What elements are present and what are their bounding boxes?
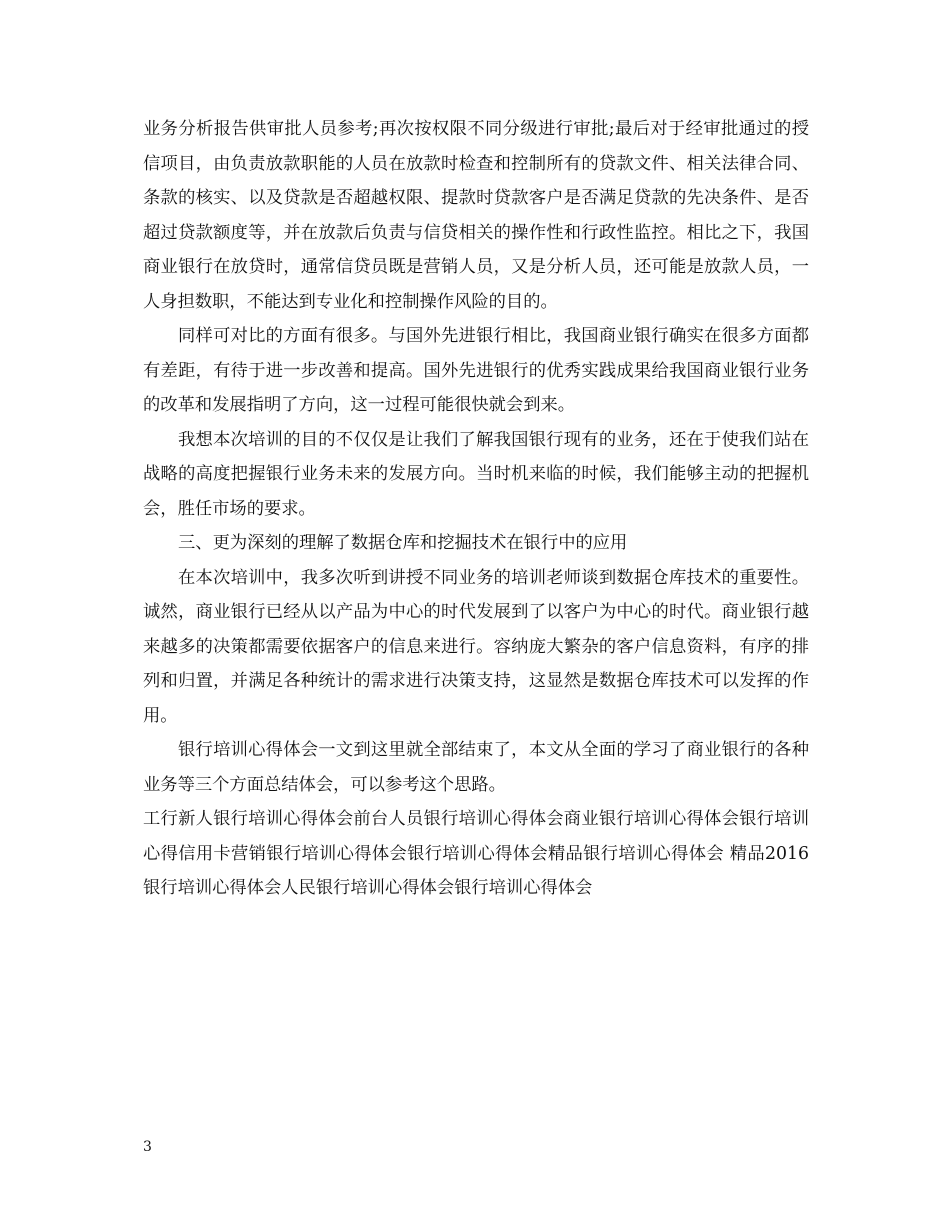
document-body [143,112,809,906]
paragraph-related-links: 工行新人银行培训心得体会前台人员银行培训心得体会商业银行培训心得体会银行培训心得信用卡营销银行培训心得体会银行培训心得体会精品银行培训心得体会 精品2016银行培训心得体会人民银行培训心得体会银行培训心得体会 [143,809,809,898]
paragraph-conclusion: 银行培训心得体会一文到这里就全部结束了，本文从全面的学习了商业银行的各种业务等三个方面总结体会，可以参考这个思路。 [143,740,809,795]
paragraph-training-purpose: 我想本次培训的目的不仅仅是让我们了解我国银行现有的业务，还在于使我们站在战略的高度把握银行业务未来的发展方向。当时机来临的时候，我们能够主动的把握机会，胜任市场的要求。 [143,429,809,519]
page-number: 3 [143,1139,152,1155]
section-heading-data-warehouse: 三、更为深刻的理解了数据仓库和挖掘技术在银行中的应用 [178,533,628,553]
paragraph-data-warehouse: 在本次培训中，我多次听到讲授不同业务的培训老师谈到数据仓库技术的重要性。诚然，商业银行已经从以产品为中心的时代发展到了以客户为中心的时代。商业银行越来越多的决策都需要依据客户的信息来进行。容纳庞大繁杂的客户信息资料，有序的排列和归置，并满足各种统计的需求进行决策支持，这显然是数据仓库技术可以发挥的作用。 [143,567,809,726]
paragraph-comparison: 同样可对比的方面有很多。与国外先进银行相比，我国商业银行确实在很多方面都有差距，有待于进一步改善和提高。国外先进银行的优秀实践成果给我国商业银行业务的改革和发展指明了方向，这一过程可能很快就会到来。 [143,326,809,415]
paragraph-loan-process: 业务分析报告供审批人员参考;再次按权限不同分级进行审批;最后对于经审批通过的授信项目，由负责放款职能的人员在放款时检查和控制所有的贷款文件、相关法律合同、条款的核实、以及贷款是否超越权限、提款时贷款客户是否满足贷款的先决条件、是否超过贷款额度等，并在放款后负责与信贷相关的操作性和行政性监控。相比之下，我国商业银行在放贷时，通常信贷员既是营销人员，又是分析人员，还可能是放款人员，一人身担数职，不能达到专业化和控制操作风险的目的。 [143,119,809,312]
